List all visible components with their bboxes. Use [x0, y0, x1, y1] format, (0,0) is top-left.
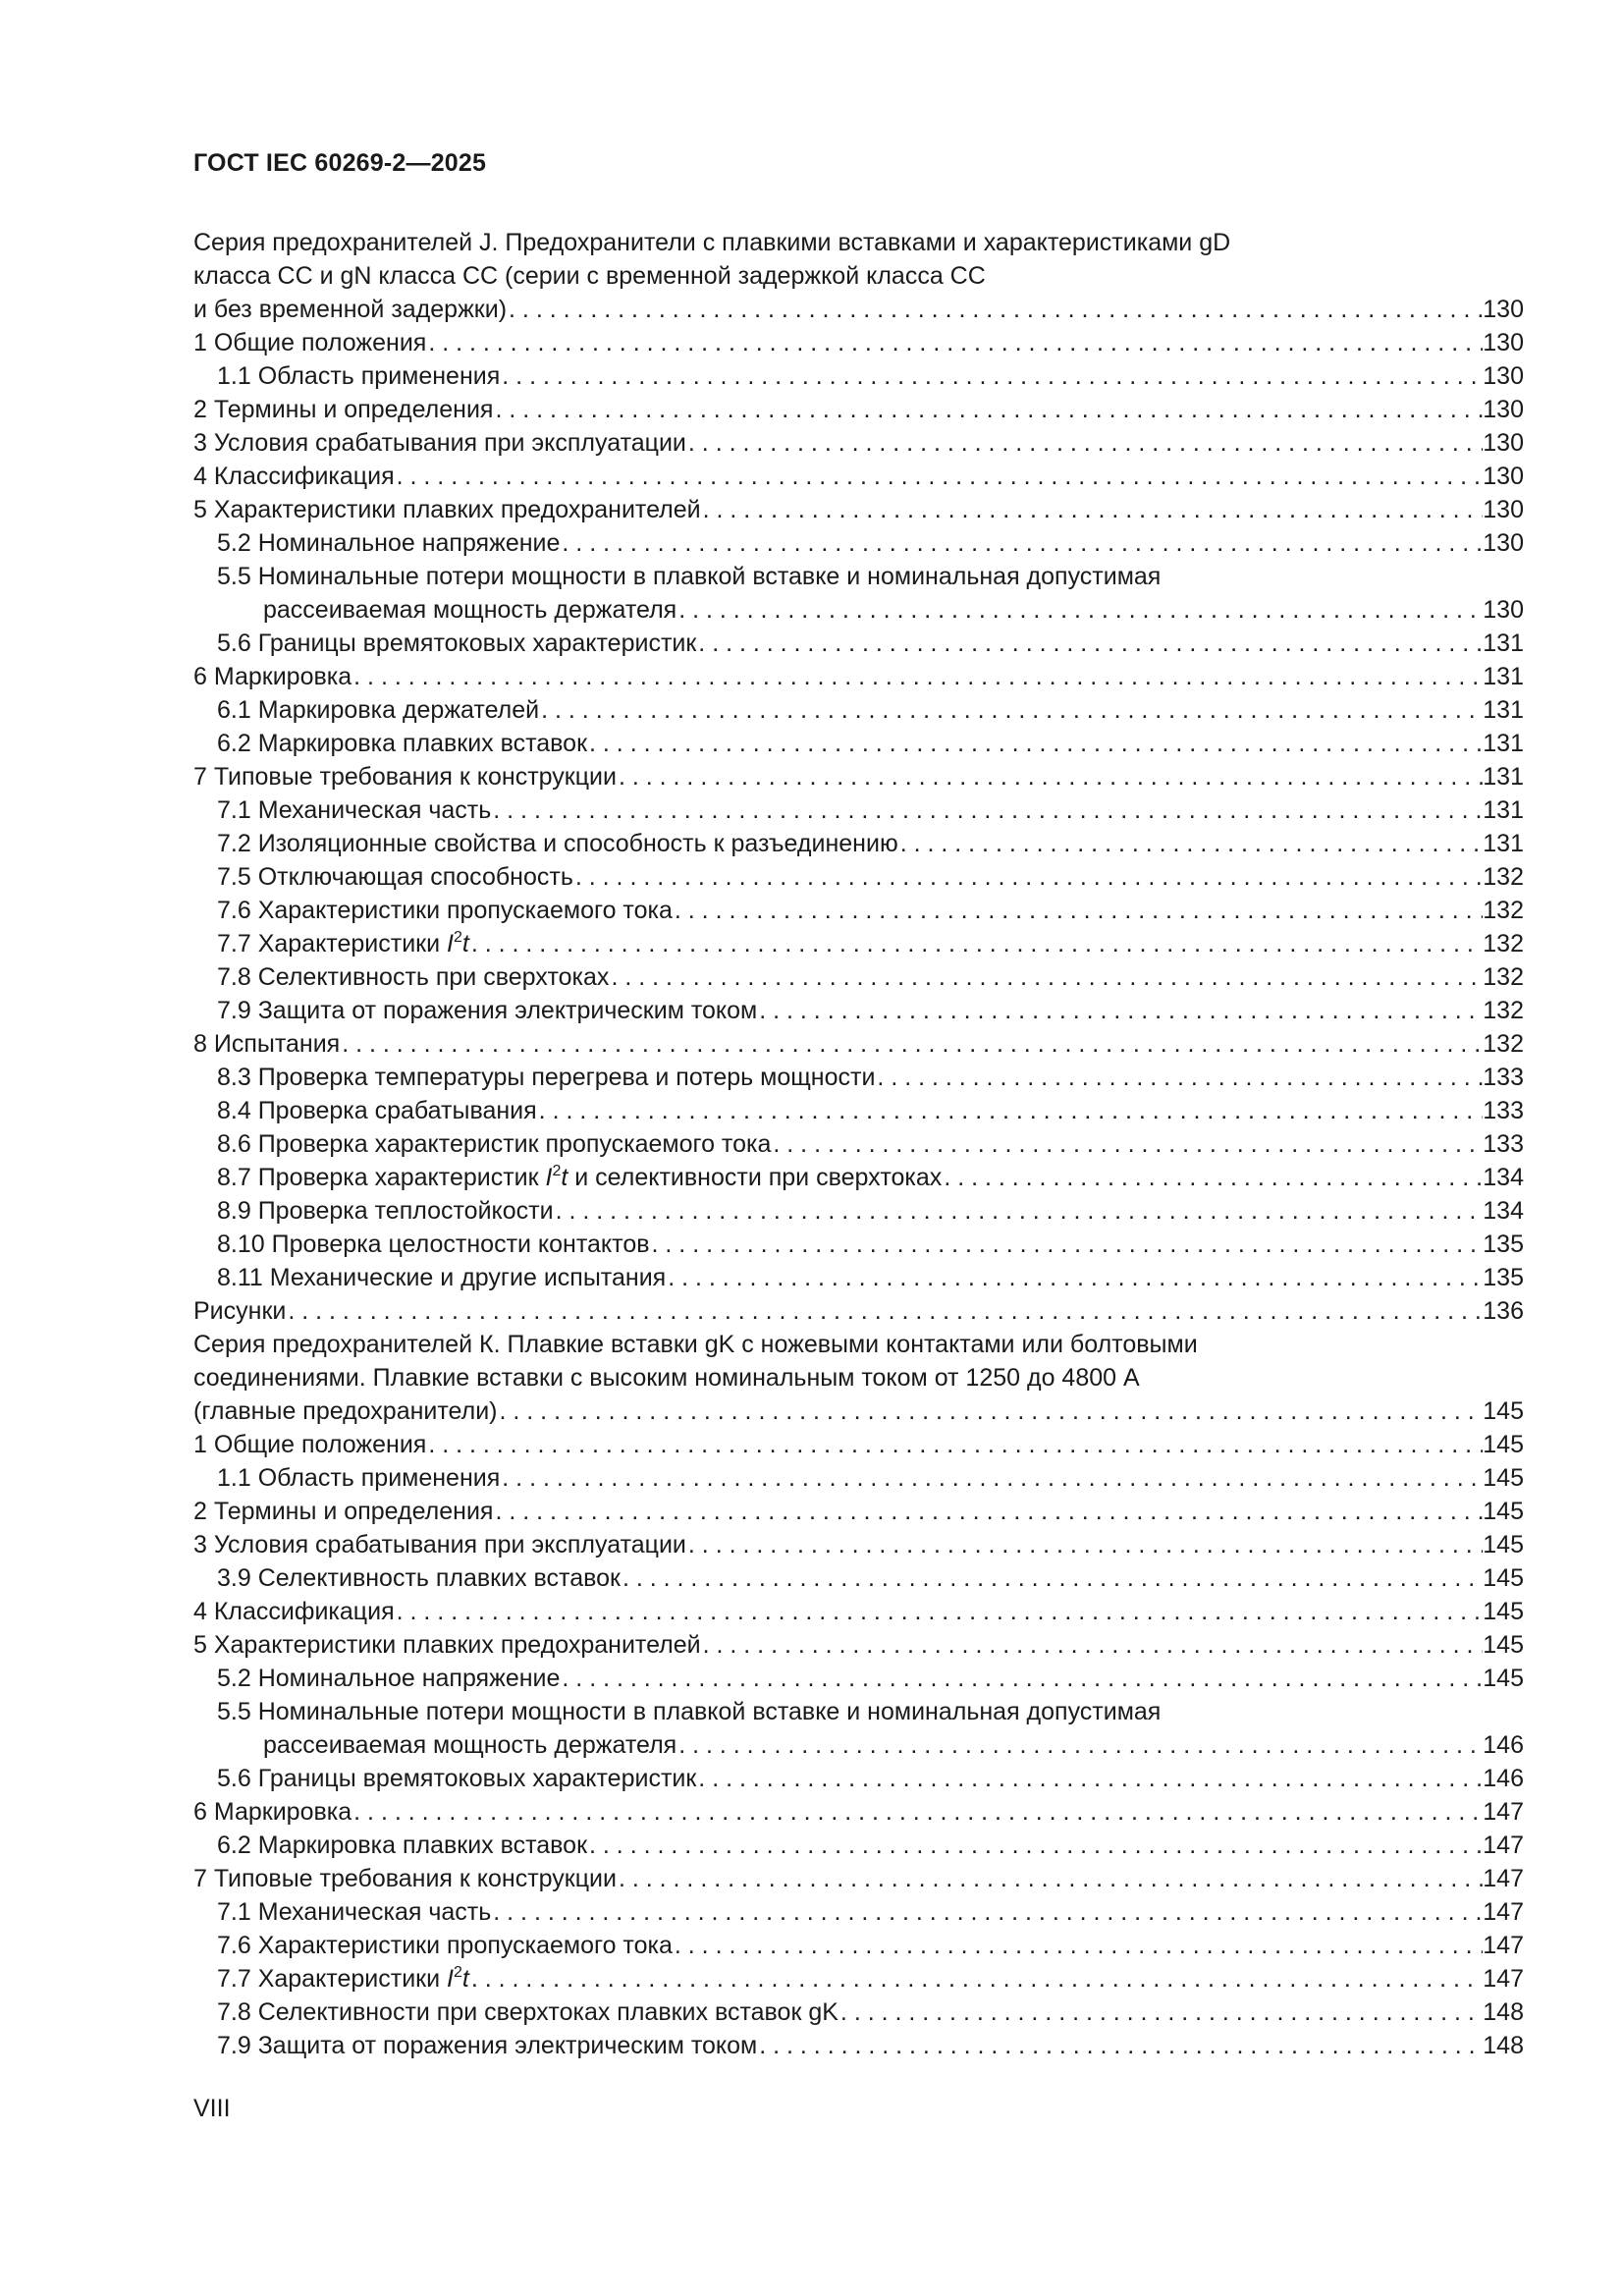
toc-entry-title: 7.2 Изоляционные свойства и способность к разъединению [217, 830, 898, 857]
toc-entry-title-line: класса СС и gN класса СС (серии с временной задержкой класса СС [193, 262, 986, 290]
dot-leader [617, 760, 1483, 793]
toc-entry-title: 8 Испытания [193, 1030, 341, 1058]
dot-leader [701, 1628, 1484, 1662]
dot-leader [942, 1161, 1483, 1194]
toc-page-number: 132 [1483, 963, 1524, 991]
dot-leader [539, 693, 1483, 727]
toc-page-number: 132 [1483, 1030, 1524, 1058]
toc-entry-title: 1.1 Область применения [217, 1464, 501, 1492]
toc-entry-title: 7.5 Отключающая способность [217, 863, 573, 891]
toc-entry[interactable] [193, 560, 1524, 627]
dot-leader [426, 326, 1483, 359]
toc-entry[interactable] [193, 1995, 1524, 2029]
toc-entry-title-line: соединениями. Плавкие вставки с высоким номинальным током от 1250 до 4800 А [193, 1364, 1140, 1392]
dot-leader [673, 894, 1483, 927]
toc-entry-title: 8.6 Проверка характеристик пропускаемого тока [217, 1130, 772, 1158]
toc-page-number: 145 [1483, 1531, 1524, 1558]
toc-entry-title: 7.1 Механическая часть [217, 796, 492, 824]
toc-entry-title: и без временной задержки) [193, 296, 508, 323]
dot-leader [560, 526, 1483, 560]
page-number: VIII [193, 2095, 231, 2122]
toc-page-number: 131 [1483, 830, 1524, 857]
toc-entry-title: рассеиваемая мощность держателя [263, 596, 677, 624]
toc-entry[interactable] [193, 1428, 1524, 1461]
toc-entry-title-line: Серия предохранителей К. Плавкие вставки gK с ножевыми контактами или болтовыми [193, 1331, 1198, 1358]
toc-entry-title: 8.9 Проверка теплостойкости [217, 1197, 554, 1225]
toc-entry[interactable] [193, 1662, 1524, 1695]
toc-entry[interactable] [193, 727, 1524, 760]
toc-entry[interactable] [193, 1261, 1524, 1294]
toc-entry[interactable] [193, 1895, 1524, 1929]
toc-entry[interactable] [193, 1962, 1524, 1995]
toc-entry[interactable] [193, 793, 1524, 827]
toc-entry-title: 1 Общие положения [193, 1431, 427, 1458]
toc-entry[interactable] [193, 526, 1524, 560]
toc-entry[interactable] [193, 1294, 1524, 1328]
toc-page-number: 145 [1483, 1598, 1524, 1625]
dot-leader [839, 1995, 1483, 2029]
toc-entry[interactable] [193, 960, 1524, 994]
toc-page-number: 131 [1483, 796, 1524, 824]
dot-leader [491, 1895, 1483, 1929]
dot-leader [696, 1762, 1483, 1795]
toc-page-number: 134 [1483, 1164, 1524, 1191]
toc-page-number: 145 [1483, 1665, 1524, 1692]
toc-page-number: 131 [1483, 696, 1524, 724]
toc-page-number: 147 [1483, 1932, 1524, 1959]
dot-leader [500, 359, 1483, 393]
toc-entry-title-line: 5.5 Номинальные потери мощности в плавкой вставке и номинальная допустимая [217, 563, 1162, 590]
dot-leader [617, 1862, 1483, 1895]
dot-leader [426, 1428, 1483, 1461]
toc-entry[interactable] [193, 1127, 1524, 1161]
toc-entry-title: 7.7 Характеристики $I^2t$ [217, 1964, 469, 1993]
toc-entry[interactable] [193, 393, 1524, 426]
dot-leader [757, 2029, 1483, 2062]
toc-entry-title: 6.2 Маркировка плавких вставок [217, 730, 588, 757]
toc-page-number: 145 [1483, 1397, 1524, 1425]
toc-entry[interactable] [193, 927, 1524, 960]
toc-page-number: 131 [1483, 763, 1524, 791]
toc-entry[interactable] [193, 1561, 1524, 1595]
dot-leader [395, 460, 1484, 493]
toc-entry-title: 6 Маркировка [193, 1798, 352, 1826]
toc-entry-title: 6.2 Маркировка плавких вставок [217, 1831, 588, 1859]
dot-leader [676, 1728, 1483, 1762]
toc-entry[interactable] [193, 827, 1524, 860]
toc-entry-title: 3 Условия срабатывания при эксплуатации [193, 429, 686, 457]
toc-entry[interactable] [193, 226, 1524, 326]
toc-page-number: 147 [1483, 1898, 1524, 1926]
toc-entry-title: 8.7 Проверка характеристик $I^2t$ и селективности при сверхтоках [217, 1163, 943, 1191]
dot-leader [898, 827, 1484, 860]
toc-entry[interactable] [193, 1461, 1524, 1495]
dot-leader [666, 1261, 1483, 1294]
toc-entry-title: 2 Термины и определения [193, 396, 494, 423]
dot-leader [686, 1528, 1483, 1561]
toc-entry[interactable] [193, 627, 1524, 660]
dot-leader [771, 1127, 1483, 1161]
dot-leader [757, 994, 1483, 1027]
toc-page-number: 132 [1483, 930, 1524, 957]
toc-entry-title: 8.3 Проверка температуры перегрева и потерь мощности [217, 1064, 876, 1091]
dot-leader [469, 1962, 1483, 1995]
toc-entry[interactable] [193, 860, 1524, 894]
toc-page-number: 145 [1483, 1564, 1524, 1592]
toc-page-number: 145 [1483, 1498, 1524, 1525]
document-header: ГОСТ IEC 60269-2—2025 [193, 149, 487, 177]
toc-entry[interactable] [193, 693, 1524, 727]
toc-entry[interactable] [193, 1929, 1524, 1962]
toc-entry[interactable] [193, 994, 1524, 1027]
toc-page-number: 146 [1483, 1731, 1524, 1759]
toc-entry-title: 2 Термины и определения [193, 1498, 494, 1525]
dot-leader [650, 1228, 1484, 1261]
toc-entry[interactable] [193, 1161, 1524, 1194]
toc-entry[interactable] [193, 1094, 1524, 1127]
toc-page-number: 130 [1483, 529, 1524, 557]
toc-page-number: 130 [1483, 396, 1524, 423]
toc-entry-title: Рисунки [193, 1297, 287, 1325]
toc-entry[interactable] [193, 426, 1524, 460]
dot-leader [340, 1027, 1483, 1061]
toc-entry-title: (главные предохранители) [193, 1397, 498, 1425]
toc-entry-title-line: 5.5 Номинальные потери мощности в плавкой вставке и номинальная допустимая [217, 1698, 1162, 1725]
toc-entry-title: 5.2 Номинальное напряжение [217, 1665, 561, 1692]
toc-page-number: 132 [1483, 863, 1524, 891]
toc-entry[interactable] [193, 2029, 1524, 2062]
toc-page-number: 135 [1483, 1264, 1524, 1291]
toc-page-number: 131 [1483, 629, 1524, 657]
dot-leader [560, 1662, 1483, 1695]
toc-page-number: 145 [1483, 1464, 1524, 1492]
toc-page-number: 130 [1483, 296, 1524, 323]
dot-leader [686, 426, 1483, 460]
dot-leader [587, 1829, 1483, 1862]
dot-leader [352, 660, 1483, 693]
toc-entry[interactable] [193, 1829, 1524, 1862]
toc-entry-title-line: Серия предохранителей J. Предохранители с плавкими вставками и характеристиками gD [193, 229, 1231, 256]
toc-entry-title: 3.9 Селективность плавких вставок [217, 1564, 621, 1592]
toc-page-number: 130 [1483, 463, 1524, 490]
dot-leader [537, 1094, 1484, 1127]
toc-entry[interactable] [193, 359, 1524, 393]
toc-entry[interactable] [193, 326, 1524, 359]
toc-entry-title: 7.6 Характеристики пропускаемого тока [217, 1932, 673, 1959]
dot-leader [493, 393, 1483, 426]
toc-page-number: 130 [1483, 362, 1524, 390]
toc-entry-title: 1 Общие положения [193, 329, 427, 356]
dot-leader [676, 593, 1483, 627]
toc-entry-title: 5 Характеристики плавких предохранителей [193, 496, 701, 523]
dot-leader [395, 1595, 1484, 1628]
toc-page-number: 133 [1483, 1097, 1524, 1124]
toc-page-number: 130 [1483, 429, 1524, 457]
toc-entry[interactable] [193, 1862, 1524, 1895]
toc-entry-title: 6 Маркировка [193, 663, 352, 690]
toc-entry-title: 7.8 Селективность при сверхтоках [217, 963, 610, 991]
toc-entry[interactable] [193, 493, 1524, 526]
dot-leader [696, 627, 1483, 660]
toc-entry[interactable] [193, 1228, 1524, 1261]
dot-leader [352, 1795, 1483, 1829]
toc-entry-title: 7.9 Защита от поражения электрическим током [217, 2032, 758, 2059]
toc-entry-title: 8.10 Проверка целостности контактов [217, 1230, 650, 1258]
dot-leader [609, 960, 1483, 994]
toc-entry[interactable] [193, 1328, 1524, 1428]
table-of-contents [193, 226, 1524, 2062]
dot-leader [554, 1194, 1484, 1228]
toc-page-number: 147 [1483, 1831, 1524, 1859]
toc-entry[interactable] [193, 1194, 1524, 1228]
dot-leader [469, 927, 1483, 960]
toc-page-number: 132 [1483, 997, 1524, 1024]
toc-entry[interactable] [193, 1628, 1524, 1662]
dot-leader [587, 727, 1483, 760]
toc-entry[interactable] [193, 1495, 1524, 1528]
toc-entry-title: 5.2 Номинальное напряжение [217, 529, 561, 557]
toc-entry-title: 8.4 Проверка срабатывания [217, 1097, 537, 1124]
toc-entry-title: 5.6 Границы времятоковых характеристик [217, 629, 697, 657]
toc-page-number: 145 [1483, 1631, 1524, 1659]
toc-entry-title: 4 Классификация [193, 463, 395, 490]
toc-entry[interactable] [193, 1795, 1524, 1829]
toc-entry-title: 4 Классификация [193, 1598, 395, 1625]
dot-leader [875, 1061, 1483, 1094]
toc-entry[interactable] [193, 1061, 1524, 1094]
dot-leader [493, 1495, 1483, 1528]
toc-entry-title: 7.6 Характеристики пропускаемого тока [217, 897, 673, 924]
toc-entry[interactable] [193, 660, 1524, 693]
dot-leader [491, 793, 1483, 827]
toc-entry-title: 7.9 Защита от поражения электрическим током [217, 997, 758, 1024]
dot-leader [573, 860, 1483, 894]
toc-entry[interactable] [193, 1695, 1524, 1762]
toc-page-number: 132 [1483, 897, 1524, 924]
toc-entry[interactable] [193, 460, 1524, 493]
toc-entry-title: 8.11 Механические и другие испытания [217, 1264, 667, 1291]
toc-page-number: 145 [1483, 1431, 1524, 1458]
toc-page-number: 147 [1483, 1865, 1524, 1892]
toc-entry-title: 1.1 Область применения [217, 362, 501, 390]
toc-page-number: 130 [1483, 329, 1524, 356]
toc-page-number: 148 [1483, 2032, 1524, 2059]
toc-page-number: 133 [1483, 1130, 1524, 1158]
toc-entry[interactable] [193, 894, 1524, 927]
toc-page-number: 147 [1483, 1965, 1524, 1993]
toc-entry-title: рассеиваемая мощность держателя [263, 1731, 677, 1759]
toc-entry-title: 7.8 Селективности при сверхтоках плавких вставок gK [217, 1998, 839, 2026]
toc-page-number: 131 [1483, 663, 1524, 690]
dot-leader [673, 1929, 1483, 1962]
toc-entry-title: 3 Условия срабатывания при эксплуатации [193, 1531, 686, 1558]
toc-entry[interactable] [193, 1595, 1524, 1628]
dot-leader [500, 1461, 1483, 1495]
toc-entry-title: 7.1 Механическая часть [217, 1898, 492, 1926]
toc-entry[interactable] [193, 1027, 1524, 1061]
toc-entry-title: 5.6 Границы времятоковых характеристик [217, 1765, 697, 1792]
toc-page-number: 134 [1483, 1197, 1524, 1225]
toc-entry-title: 7 Типовые требования к конструкции [193, 1865, 617, 1892]
toc-entry-title: 7 Типовые требования к конструкции [193, 763, 617, 791]
dot-leader [621, 1561, 1483, 1595]
toc-page-number: 135 [1483, 1230, 1524, 1258]
dot-leader [498, 1394, 1484, 1428]
toc-entry-title: 6.1 Маркировка держателей [217, 696, 540, 724]
toc-page-number: 146 [1483, 1765, 1524, 1792]
toc-page-number: 131 [1483, 730, 1524, 757]
toc-entry-title: 7.7 Характеристики $I^2t$ [217, 929, 469, 957]
toc-entry-title: 5 Характеристики плавких предохранителей [193, 1631, 701, 1659]
toc-page-number: 148 [1483, 1998, 1524, 2026]
toc-entry[interactable] [193, 1762, 1524, 1795]
toc-page-number: 130 [1483, 496, 1524, 523]
toc-page-number: 136 [1483, 1297, 1524, 1325]
dot-leader [701, 493, 1484, 526]
toc-page-number: 133 [1483, 1064, 1524, 1091]
toc-entry[interactable] [193, 1528, 1524, 1561]
toc-page-number: 147 [1483, 1798, 1524, 1826]
toc-entry[interactable] [193, 760, 1524, 793]
toc-page-number: 130 [1483, 596, 1524, 624]
dot-leader [286, 1294, 1483, 1328]
dot-leader [507, 293, 1483, 326]
